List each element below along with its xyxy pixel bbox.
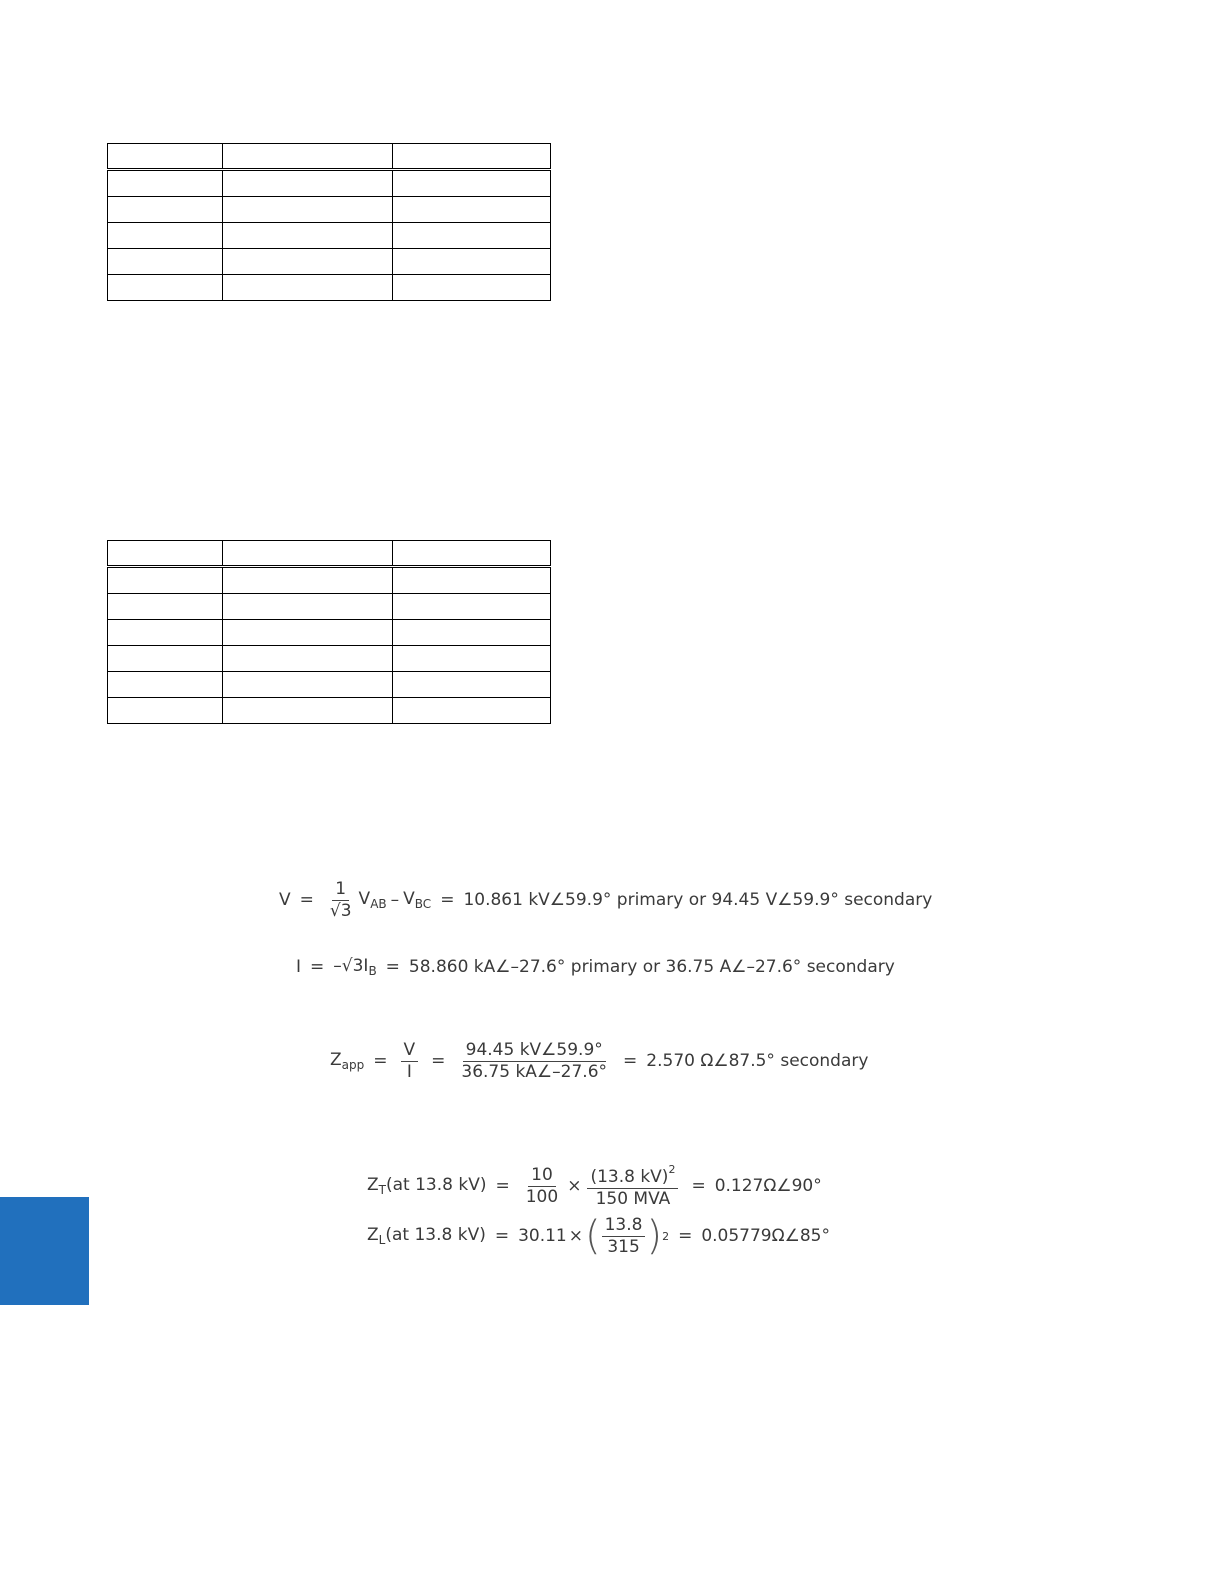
eq-subscript: T [378,1183,386,1198]
table-cell [108,620,223,646]
eq-term [403,889,431,911]
fraction-numerator: 1 [332,880,349,901]
eq-term [367,1175,486,1197]
data-table-2 [107,540,551,724]
eq-subscript: app [341,1058,365,1073]
table-row [108,698,551,724]
table-cell [223,672,393,698]
table-row [108,594,551,620]
eq-coefficient: 30.11 [518,1226,567,1247]
eq-subscript: B [368,964,377,978]
table-cell [108,594,223,620]
eq-symbol: Z [367,1175,379,1196]
apparent-impedance-equation [330,1041,868,1081]
table-cell [393,170,551,197]
eq-operator: = [494,1226,510,1247]
data-table-1 [107,143,551,301]
eq-symbol: V [279,890,291,911]
eq-symbol: I [296,957,302,977]
eq-symbol: (at 13.8 kV) [386,1175,487,1196]
fraction-numerator: 10 [528,1166,556,1187]
eq-term [367,1225,486,1247]
fraction-numerator: 94.45 kV∠59.9° [463,1041,606,1062]
table-row [108,567,551,594]
table-row [108,646,551,672]
table-cell [393,197,551,223]
eq-symbol: (13.8 kV) [590,1167,669,1187]
table-cell [223,223,393,249]
table-cell [393,249,551,275]
table-row [108,672,551,698]
table-cell [223,567,393,594]
eq-operator: = [385,957,400,977]
table-cell [108,672,223,698]
eq-term [330,1050,364,1072]
eq-result: 10.861 kV∠59.9° primary or 94.45 V∠59.9° secondary [463,890,933,911]
table-cell [223,541,393,567]
table-cell [223,594,393,620]
table-cell [108,170,223,197]
eq-operator: = [678,1226,693,1247]
table-cell [108,275,223,301]
table-cell [223,197,393,223]
eq-symbol: Z [330,1050,342,1071]
fraction [458,1041,610,1081]
table-cell [108,249,223,275]
fraction [602,1216,646,1256]
eq-superscript: 2 [668,1163,676,1176]
eq-superscript: 2 [662,1229,670,1243]
eq-operator: = [440,890,455,911]
table-cell [108,646,223,672]
fraction-denominator: √3 [329,900,352,921]
eq-symbol: Z [367,1225,379,1246]
table-cell [393,541,551,567]
eq-operator: × [567,1176,582,1197]
table-cell [393,698,551,724]
eq-result: 58.860 kA∠–27.6° primary or 36.75 A∠–27.6° secondary [408,957,895,977]
eq-subscript: L [378,1233,386,1248]
eq-subscript: AB [370,897,387,912]
table-row [108,197,551,223]
table-cell [223,698,393,724]
table-cell [108,223,223,249]
table-row [108,275,551,301]
eq-symbol: (at 13.8 kV) [385,1225,486,1246]
table-cell [393,144,551,170]
table-cell [223,620,393,646]
transformer-impedance-equation [367,1164,822,1208]
fraction-denominator: 36.75 kA∠–27.6° [461,1061,608,1082]
table-cell [393,223,551,249]
fraction-numerator [587,1164,678,1189]
eq-subscript: BC [414,897,432,912]
table-cell [108,197,223,223]
table-cell [393,275,551,301]
eq-term [333,956,376,978]
table-row [108,170,551,197]
table-cell [393,594,551,620]
table-header-row [108,144,551,170]
eq-result: 0.127Ω∠90° [714,1176,822,1197]
fraction-numerator: V [401,1041,419,1062]
chapter-side-tab [0,1197,89,1305]
table-cell [393,672,551,698]
table-cell [393,620,551,646]
fraction-numerator: 13.8 [602,1216,646,1237]
left-paren-icon: ( [585,1213,601,1260]
table-cell [393,567,551,594]
eq-operator: = [623,1051,638,1072]
eq-operator: = [310,957,325,977]
fraction-denominator: I [406,1061,412,1082]
table-row [108,223,551,249]
eq-symbol: V [403,889,415,910]
fraction [327,880,355,920]
table-cell [108,541,223,567]
line-impedance-equation [367,1213,830,1260]
table-cell [223,646,393,672]
fraction-denominator: 315 [607,1236,640,1257]
table-cell [393,646,551,672]
fraction [523,1166,561,1206]
table-cell [223,249,393,275]
table-cell [223,275,393,301]
right-paren-icon: ) [646,1213,663,1260]
fraction [401,1041,419,1081]
eq-result: 2.570 Ω∠87.5° secondary [646,1051,869,1072]
eq-symbol: –√3I [333,956,369,976]
fraction [587,1164,678,1208]
table-row [108,249,551,275]
fraction-denominator: 150 MVA [595,1188,671,1209]
eq-term [359,889,387,911]
eq-operator: = [431,1051,446,1072]
table-cell [223,144,393,170]
table-cell [108,567,223,594]
table-cell [108,144,223,170]
table-cell [108,698,223,724]
table-cell [223,170,393,197]
eq-operator: – [390,890,400,911]
fraction-denominator: 100 [525,1186,559,1207]
eq-symbol: V [358,889,371,910]
eq-operator: = [299,890,314,911]
table-header-row [108,541,551,567]
table-row [108,620,551,646]
eq-operator: × [568,1226,583,1247]
eq-operator: = [691,1176,706,1197]
eq-operator: = [495,1176,510,1197]
current-equation [296,956,895,978]
voltage-equation [279,880,932,920]
eq-operator: = [373,1051,388,1072]
eq-result: 0.05779Ω∠85° [701,1226,830,1247]
